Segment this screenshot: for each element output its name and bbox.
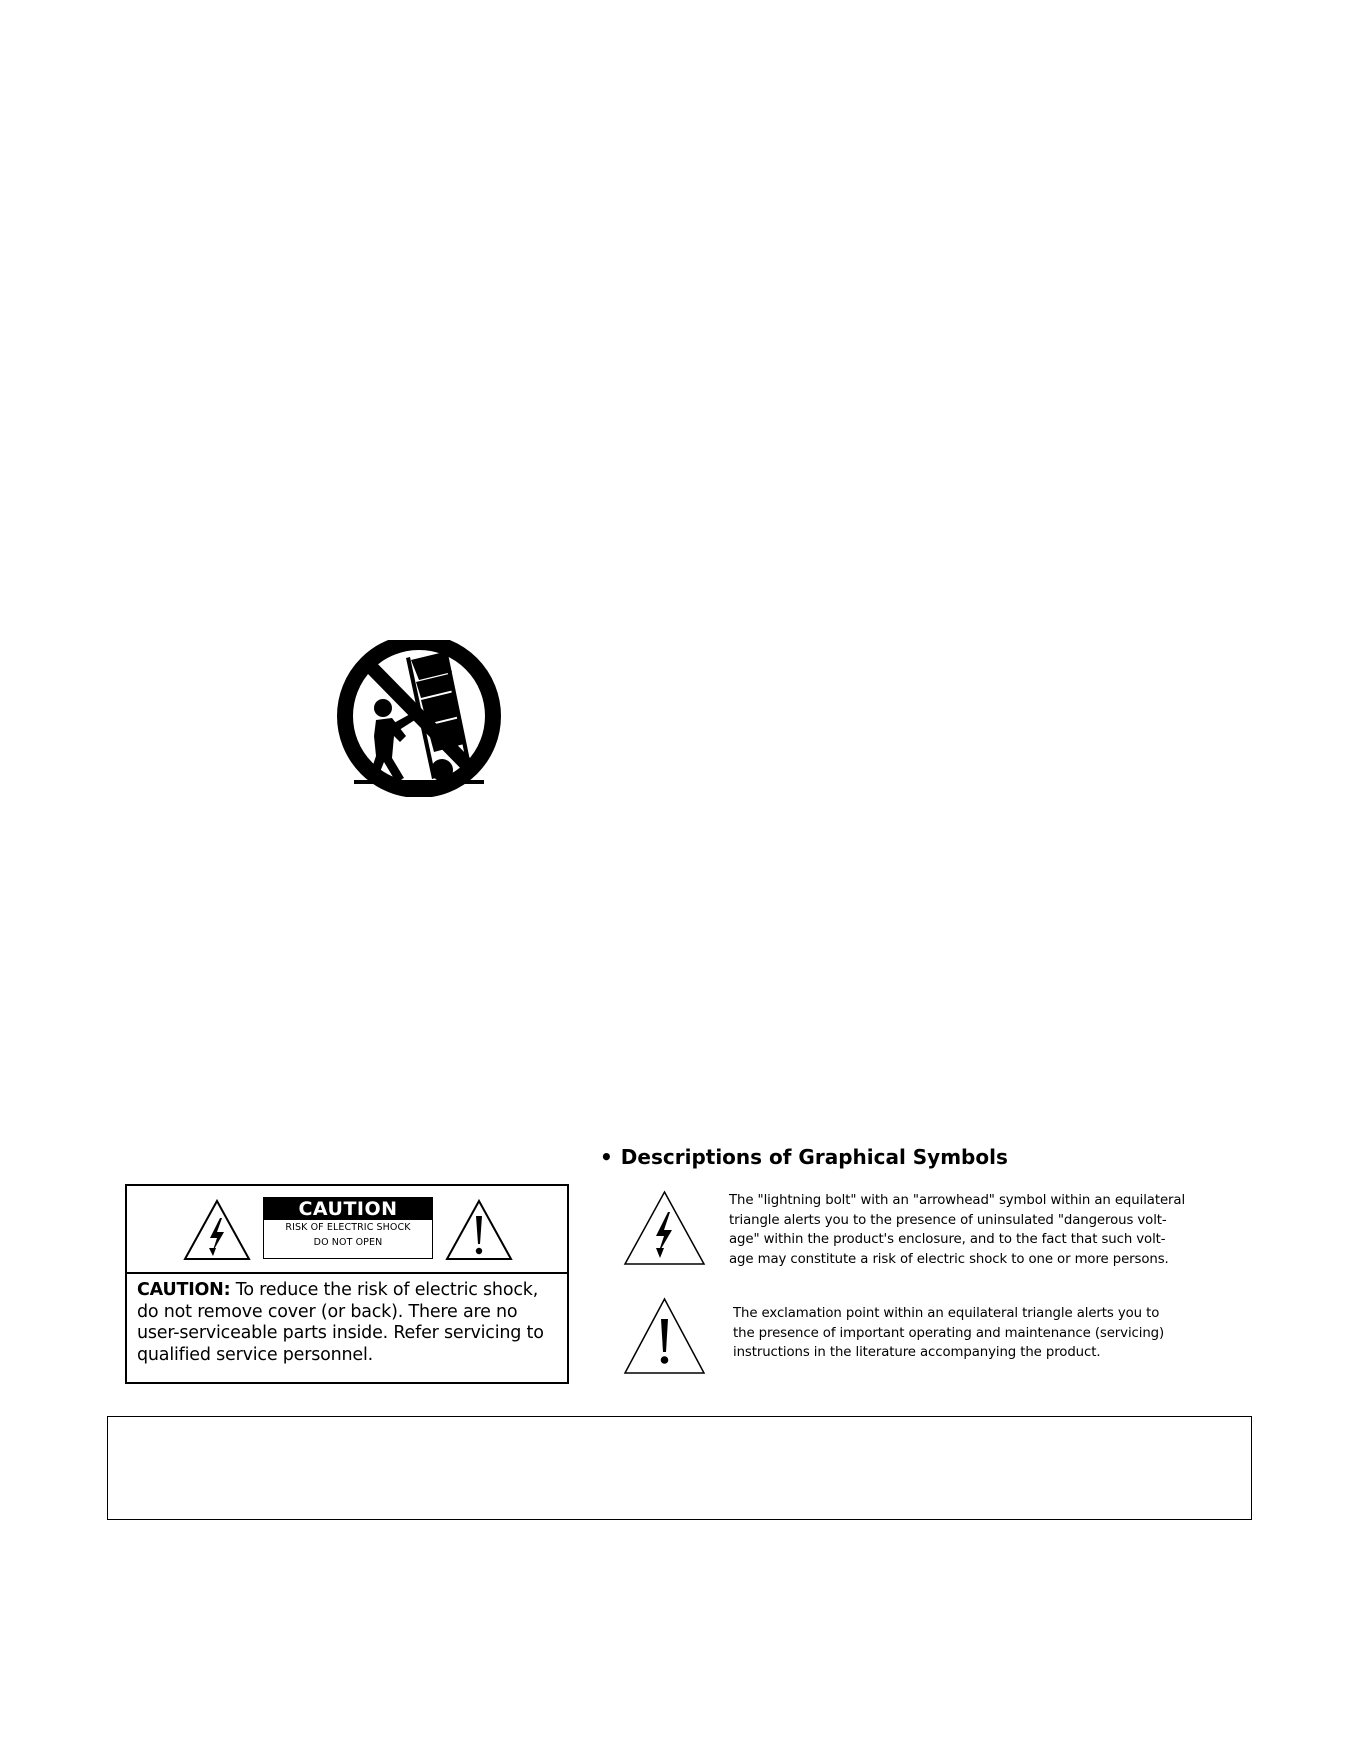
bullet-icon: • <box>600 1145 613 1169</box>
caution-header-row <box>127 1186 567 1272</box>
exclamation-desc-line-2: the presence of important operating and maintenance (servicing) <box>733 1325 1165 1341</box>
exclamation-symbol-description <box>733 1304 1203 1363</box>
caution-label-line-2: DO NOT OPEN <box>313 1237 383 1248</box>
lightning-desc-line-1: The "lightning bolt" with an "arrowhead" symbol within an equilateral <box>729 1193 1186 1208</box>
lightning-desc-line-4: age may constitute a risk of electric shock to one or more persons. <box>729 1251 1169 1267</box>
caution-label-line-1: RISK OF ELECTRIC SHOCK <box>285 1222 411 1233</box>
symbols-heading <box>600 1145 1008 1169</box>
symbols-heading-text: Descriptions of Graphical Symbols <box>620 1145 1008 1169</box>
exclamation-triangle-icon <box>444 1198 514 1262</box>
caution-label-title: CAUTION <box>264 1198 432 1220</box>
lightning-symbol-description <box>729 1191 1219 1269</box>
caution-text-lead: CAUTION: <box>137 1280 231 1300</box>
lightning-bolt-triangle-icon <box>623 1190 706 1266</box>
caution-text <box>137 1280 562 1366</box>
caution-panel <box>125 1184 569 1384</box>
lightning-desc-line-3: age" within the product's enclosure, and to the fact that such volt- <box>729 1232 1166 1247</box>
caution-text-line-4: qualified service personnel. <box>137 1344 374 1365</box>
caution-divider <box>127 1272 567 1274</box>
cart-tip-over-warning-icon <box>336 640 502 797</box>
exclamation-triangle-icon <box>623 1297 706 1375</box>
caution-text-line-2: do not remove cover (or back). There are no <box>137 1301 518 1322</box>
lightning-bolt-triangle-icon <box>182 1198 252 1262</box>
empty-notice-box <box>107 1416 1252 1520</box>
caution-label <box>263 1197 433 1259</box>
exclamation-desc-line-3: instructions in the literature accompanying the product. <box>733 1345 1101 1360</box>
exclamation-desc-line-1: The exclamation point within an equilateral triangle alerts you to <box>733 1306 1160 1321</box>
lightning-desc-line-2: triangle alerts you to the presence of uninsulated "dangerous volt- <box>729 1212 1167 1228</box>
caution-text-line-3: user-serviceable parts inside. Refer servicing to <box>137 1323 544 1343</box>
caution-text-line-1: To reduce the risk of electric shock, <box>230 1280 539 1300</box>
